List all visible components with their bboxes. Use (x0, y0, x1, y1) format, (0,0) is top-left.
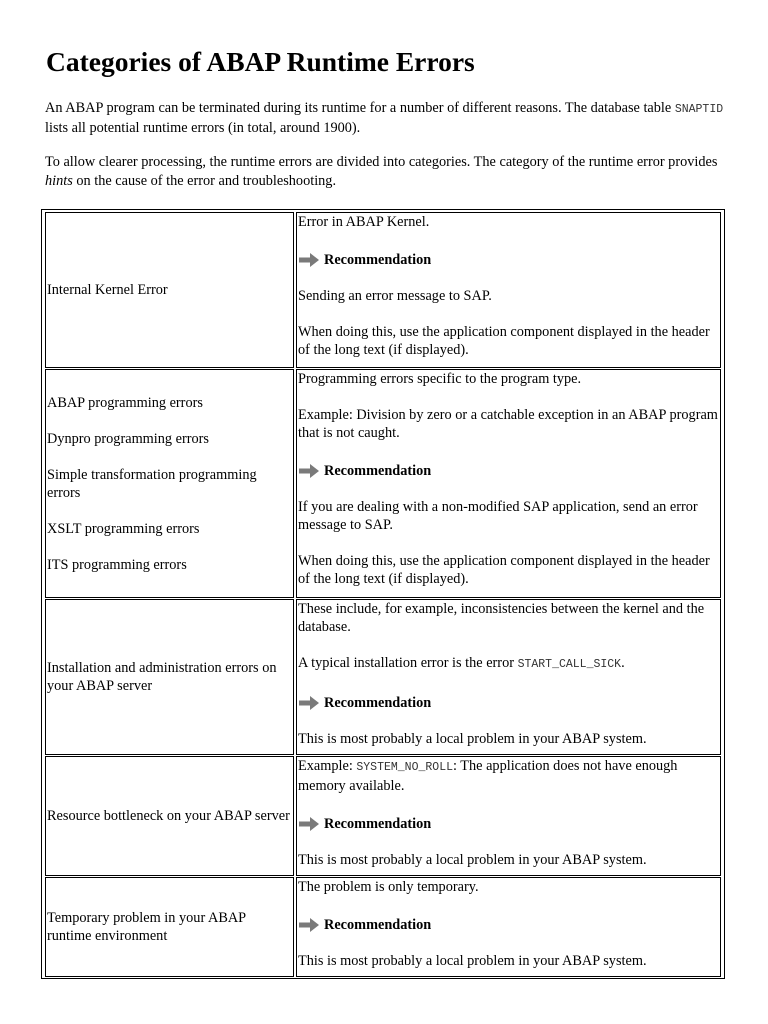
recommendation-text: If you are dealing with a non-modified SAP application, send an error message to SAP. (298, 499, 698, 533)
intro-text: An ABAP program can be terminated during its runtime for a number of different reasons. The database table (45, 100, 675, 116)
recommendation-label: Recommendation (324, 816, 432, 832)
error-code: SYSTEM_NO_ROLL (356, 761, 453, 774)
recommendation-label: Recommendation (324, 463, 432, 479)
description-text: Error in ABAP Kernel. (298, 214, 430, 230)
recommendation-heading (298, 914, 719, 936)
note-text: When doing this, use the application component displayed in the header of the long text (if displayed). (298, 553, 710, 587)
example-text-part: : The application does not have enough memory available. (298, 758, 678, 794)
page-title: Categories of ABAP Runtime Errors (46, 46, 475, 77)
arrow-right-icon (298, 917, 320, 933)
category-name: Temporary problem in your ABAP runtime environment (47, 910, 246, 944)
category-cell (45, 599, 294, 755)
recommendation-heading (298, 813, 719, 835)
table-row (45, 599, 721, 755)
recommendation-heading (298, 692, 719, 714)
category-name: XSLT programming errors (47, 520, 200, 537)
description-text: These include, for example, inconsistencies between the kernel and the database. (298, 601, 705, 635)
category-name: Simple transformation programming errors (47, 466, 257, 501)
table-row (45, 756, 721, 876)
category-name: Internal Kernel Error (47, 282, 168, 298)
category-name: ITS programming errors (47, 556, 187, 573)
recommendation-text: Sending an error message to SAP. (298, 288, 492, 304)
arrow-right-icon (298, 695, 320, 711)
description-cell (296, 877, 721, 977)
emphasis-text: hints (45, 173, 73, 189)
recommendation-heading (298, 249, 719, 271)
arrow-right-icon (298, 252, 320, 268)
table-row (45, 877, 721, 977)
description-cell (296, 369, 721, 598)
recommendation-heading (298, 460, 719, 482)
category-name: Installation and administration errors on your ABAP server (47, 660, 277, 694)
category-name: ABAP programming errors (47, 394, 203, 411)
category-cell (45, 212, 294, 368)
example-text-part: A typical installation error is the error (298, 655, 518, 671)
arrow-right-icon (298, 816, 320, 832)
category-cell (45, 369, 294, 598)
recommendation-label: Recommendation (324, 695, 432, 711)
recommendation-text: This is most probably a local problem in your ABAP system. (298, 852, 647, 868)
recommendation-label: Recommendation (324, 917, 432, 933)
arrow-right-icon (298, 463, 320, 479)
intro-text: To allow clearer processing, the runtime errors are divided into categories. The category of the runtime error provides (45, 154, 718, 170)
example-text (298, 757, 719, 795)
description-text: Programming errors specific to the program type. (298, 371, 582, 387)
description-cell (296, 756, 721, 876)
recommendation-label: Recommendation (324, 252, 432, 268)
description-cell (296, 599, 721, 755)
table-row (45, 369, 721, 598)
note-text: When doing this, use the application component displayed in the header of the long text (if displayed). (298, 324, 710, 358)
category-name: Dynpro programming errors (47, 430, 209, 447)
table-row (45, 212, 721, 368)
recommendation-text: This is most probably a local problem in your ABAP system. (298, 953, 647, 969)
table-name-code: SNAPTID (674, 103, 724, 116)
intro-text: lists all potential runtime errors (in total, around 1900). (45, 120, 361, 136)
example-text-part: Example: (298, 758, 357, 774)
error-code: START_CALL_SICK (517, 658, 622, 671)
description-text: The problem is only temporary. (298, 879, 479, 895)
example-text: Example: Division by zero or a catchable exception in an ABAP program that is not caught. (298, 407, 718, 441)
intro-paragraph-2 (45, 153, 735, 191)
example-text-part: . (621, 655, 625, 671)
category-name: Resource bottleneck on your ABAP server (47, 808, 290, 824)
category-cell (45, 877, 294, 977)
example-text (298, 654, 719, 674)
recommendation-text: This is most probably a local problem in your ABAP system. (298, 731, 647, 747)
category-cell (45, 756, 294, 876)
intro-paragraph-1 (45, 99, 735, 138)
description-cell (296, 212, 721, 368)
intro-text: on the cause of the error and troubleshooting. (72, 173, 337, 189)
categories-table (41, 209, 725, 979)
